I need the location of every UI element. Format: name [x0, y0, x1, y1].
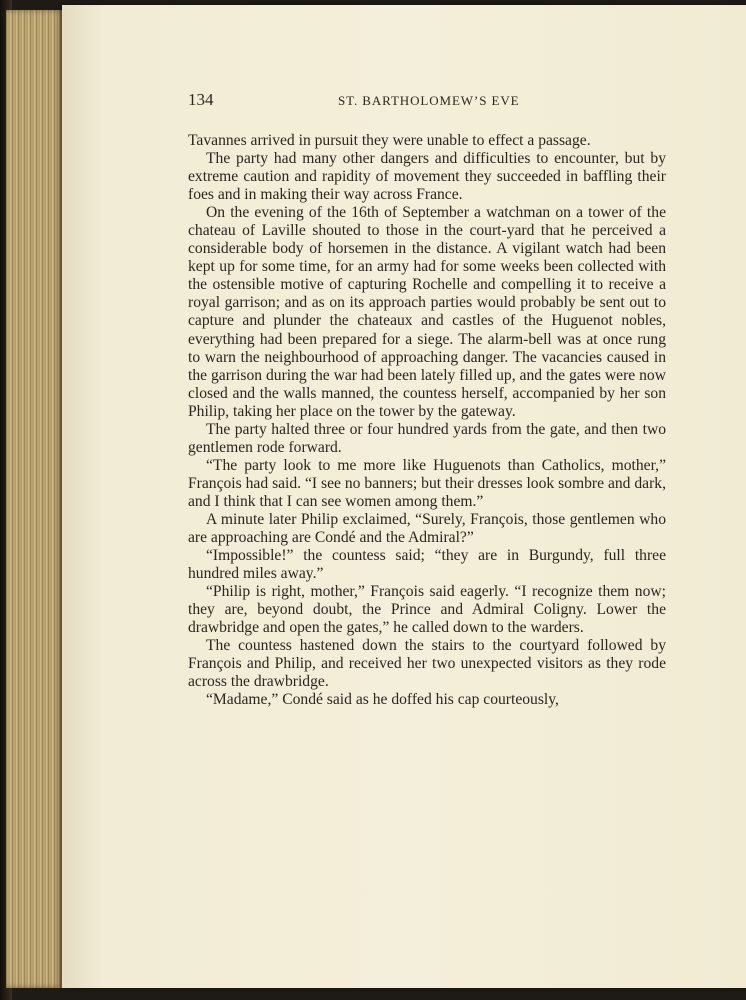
paragraph: “Philip is right, mother,” François said eagerly. “I recognize them now; they are, beyond doubt, the Prince and Admiral Coligny. Lower the drawbridge and open the gates,” he called down to the warders.	[188, 583, 666, 637]
page-edges	[6, 10, 64, 988]
paragraph: “Impossible!” the countess said; “they are in Burgundy, full three hundred miles away.”	[188, 547, 666, 583]
page-number: 134	[188, 90, 214, 109]
paragraph: On the evening of the 16th of September a watchman on a tower of the chateau of Laville shouted to those in the court-yard that he perceived a considerable body of horsemen in the distance. A vigilant watch had been kept up for some time, for an army had for some weeks been collected with the ostensible motive of capturing Rochelle and compelling it to receive a royal garrison; and as on its approach parties would probably be sent out to capture and plunder the chateaux and castles of the Huguenot nobles, everything had been prepared for a siege. The alarm-bell was at once rung to warn the neighbourhood of approaching danger. The vacancies caused in the garrison during the war had been lately filled up, and the gates were now closed and the walls manned, the countess herself, accompanied by her son Philip, taking her place on the tower by the gateway.	[188, 204, 666, 420]
paragraph: “Madame,” Condé said as he doffed his cap courteously,	[206, 691, 559, 709]
paragraph: The countess hastened down the stairs to the courtyard followed by François and Philip, and received her two unexpected visitors as they rode across the drawbridge.	[188, 637, 666, 691]
paragraph: Tavannes arrived in pursuit they were unable to effect a passage.	[188, 132, 591, 149]
running-head-title: ST. BARTHOLOMEW’S EVE	[338, 93, 520, 108]
paragraph: A minute later Philip exclaimed, “Surely, François, those gentlemen who are approaching are Condé and the Admiral?”	[188, 510, 666, 547]
running-head	[188, 90, 666, 114]
paragraph: “The party look to me more like Huguenots than Catholics, mother,” François had said. “I see no banners; but their dresses look sombre and dark, and I think that I can see women among them.”	[188, 456, 666, 510]
body-text	[188, 132, 666, 710]
paragraph: The party halted three or four hundred yards from the gate, and then two gentlemen rode forward.	[188, 420, 666, 456]
paragraph: The party had many other dangers and difficulties to encounter, but by extreme caution and rapidity of movement they succeeded in baffling their foes and in making their way across France.	[188, 150, 666, 204]
